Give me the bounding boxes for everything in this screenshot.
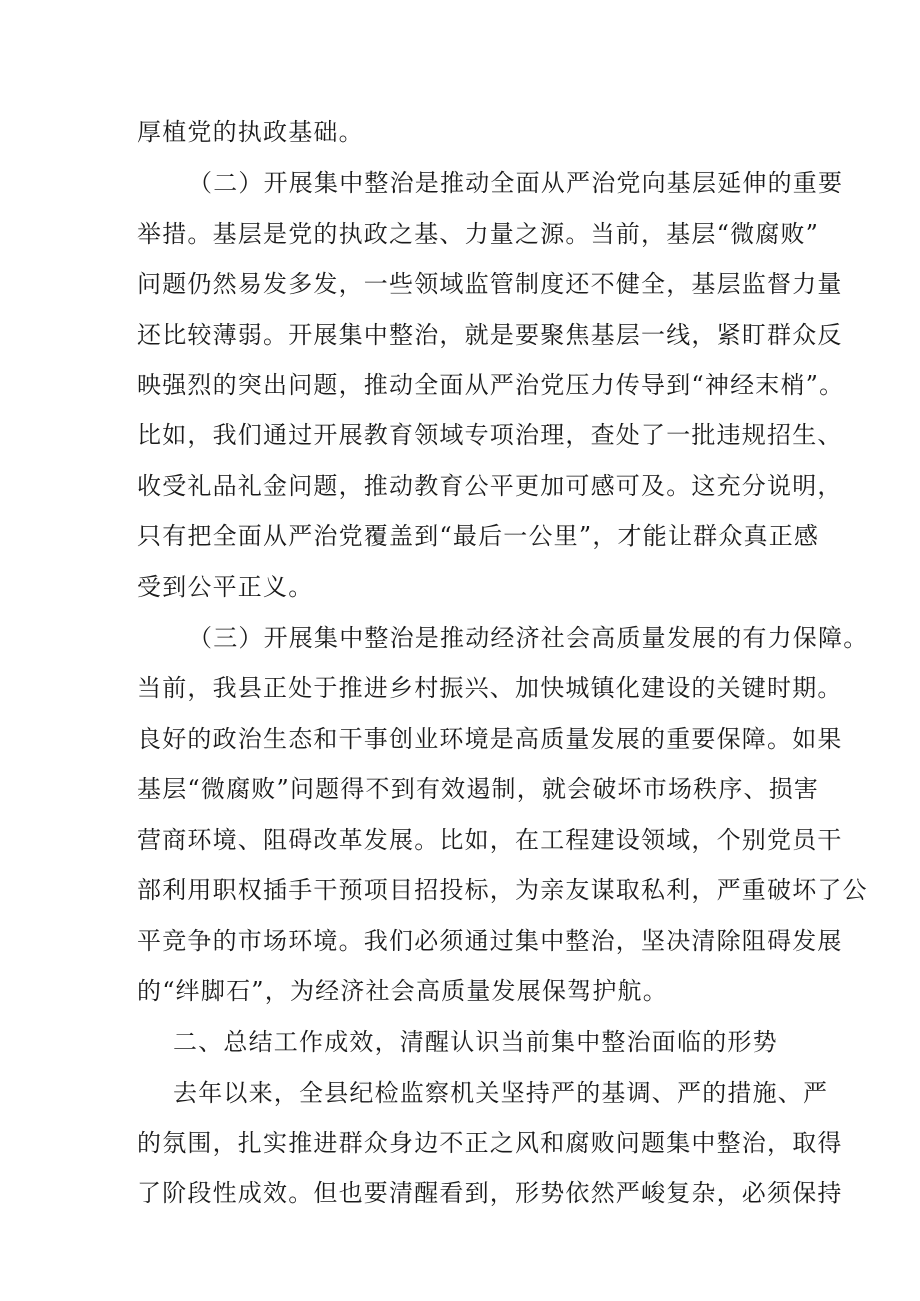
text-line: 平竞争的市场环境。我们必须通过集中整治，坚决清除阻碍发展 — [137, 927, 843, 955]
text-line: 只有把全面从严治党覆盖到“最后一公里”，才能让群众真正感 — [137, 522, 820, 550]
text-line: 收受礼品礼金问题，推动教育公平更加可感可及。这充分说明， — [137, 472, 843, 500]
text-line: 良好的政治生态和干事创业环境是高质量发展的重要保障。如果 — [137, 725, 843, 753]
text-line: 受到公平正义。 — [137, 573, 314, 601]
text-line: 当前，我县正处于推进乡村振兴、加快城镇化建设的关键时期。 — [137, 674, 843, 702]
text-line: 部利用职权插手干预项目招投标，为亲友谋取私利，严重破坏了公 — [137, 876, 868, 904]
paragraph-heading-3: （三）开展集中整治是推动经济社会高质量发展的有力保障。 — [188, 624, 869, 652]
text-line: 了阶段性成效。但也要清醒看到，形势依然严峻复杂，必须保持 — [137, 1179, 843, 1207]
text-line: 比如，我们通过开展教育领域专项治理，查处了一批违规招生、 — [137, 421, 843, 449]
text-line: 基层“微腐败”问题得不到有效遏制，就会破坏市场秩序、损害 — [137, 775, 820, 803]
paragraph-start: 去年以来，全县纪检监察机关坚持严的基调、严的措施、严 — [173, 1079, 829, 1107]
text-line: 的氛围，扎实推进群众身边不正之风和腐败问题集中整治，取得 — [137, 1129, 843, 1157]
paragraph-heading-2: （二）开展集中整治是推动全面从严治党向基层延伸的重要 — [188, 169, 844, 197]
text-line: 还比较薄弱。开展集中整治，就是要聚焦基层一线，紧盯群众反 — [137, 321, 843, 349]
text-line: 举措。基层是党的执政之基、力量之源。当前，基层“微腐败” — [137, 220, 820, 248]
text-line: 厚植党的执政基础。 — [137, 118, 364, 146]
text-line: 的“绊脚石”，为经济社会高质量发展保驾护航。 — [137, 977, 668, 1005]
section-heading-2: 二、总结工作成效，清醒认识当前集中整治面临的形势 — [173, 1028, 778, 1056]
text-line: 问题仍然易发多发，一些领域监管制度还不健全，基层监督力量 — [137, 270, 843, 298]
text-line: 营商环境、阻碍改革发展。比如，在工程建设领域，个别党员干 — [137, 826, 843, 854]
text-line: 映强烈的突出问题，推动全面从严治党压力传导到“神经末梢”。 — [137, 371, 845, 399]
